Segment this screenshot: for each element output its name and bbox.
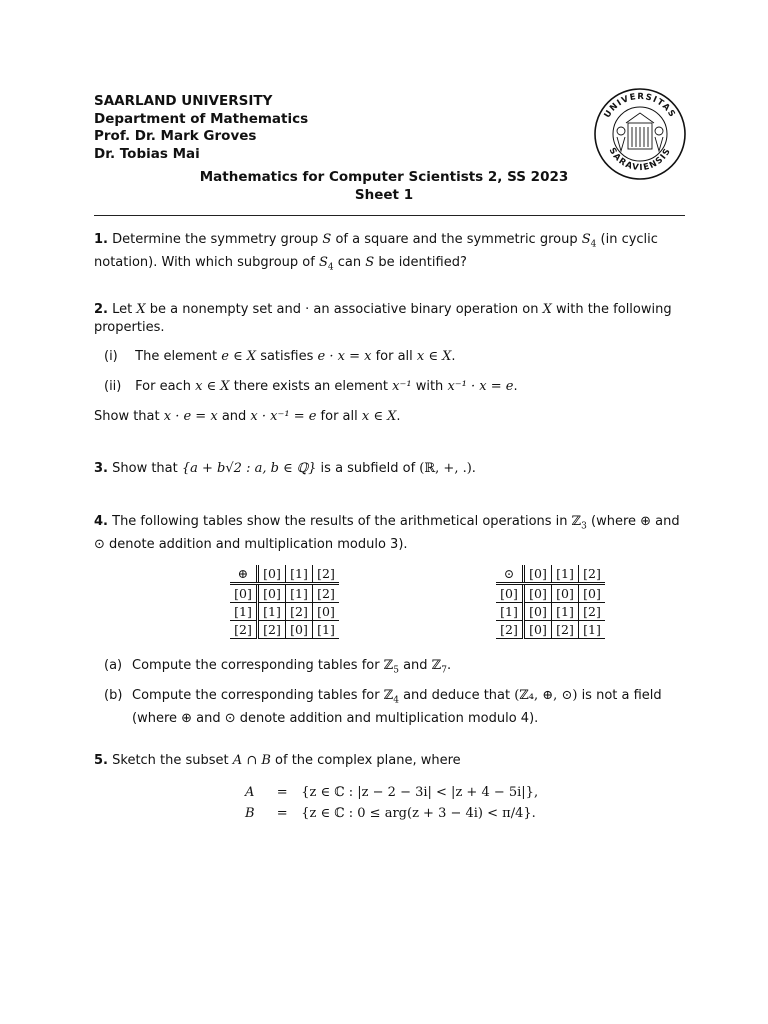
set-a-definition: A = {z ∈ ℂ : |z − 2 − 3i| < |z + 4 − 5i|}, xyxy=(245,785,539,800)
table-row: [2] [0] [2] [1] xyxy=(496,621,605,639)
table-row: [0] [0] [1] [2] xyxy=(230,584,339,603)
addition-table-mod-3: ⊕ [0] [1] [2] [0] [0] [1] [2] [1] [1] [2] [0] [2] [2] [0] [1] xyxy=(230,565,339,639)
header-block xyxy=(94,93,308,163)
department-name: Department of Mathematics xyxy=(94,110,309,127)
sheet-number: Sheet 1 xyxy=(354,187,414,203)
header-divider xyxy=(94,215,685,216)
problem-5: 5. Sketch the subset A ∩ B of the complex plane, where xyxy=(94,753,461,768)
seal-bottom-text: SARAVIENSIS xyxy=(606,146,674,174)
problem-number: 2. xyxy=(94,302,108,317)
multiplication-table-mod-3: ⊙ [0] [1] [2] [0] [0] [0] [0] [1] [0] [1] [2] [2] [0] [2] [1] xyxy=(496,565,605,639)
problem-2-item-i: (i) The element e ∈ X satisfies e · x = x for all x ∈ X. xyxy=(104,349,456,364)
problem-4: 4. The following tables show the results of the arithmetical operations in ℤ$_3$ (where ⊕ and ⊙ denote addition and multiplication modulo 3). xyxy=(94,514,680,553)
table-row: [0] [0] [0] [0] xyxy=(496,584,605,603)
professor-name: Prof. Dr. Mark Groves xyxy=(94,128,257,144)
university-name: SAARLAND UNIVERSITY xyxy=(94,93,273,109)
assistant-name: Dr. Tobias Mai xyxy=(94,145,200,162)
problem-number: 5. xyxy=(94,753,108,768)
table-row: [2] [2] [0] [1] xyxy=(230,621,339,639)
problem-2-item-ii: (ii) For each x ∈ X there exists an element x⁻¹ with x⁻¹ · x = e. xyxy=(104,379,518,394)
problem-1: 1. Determine the symmetry group S of a square and the symmetric group $S_4$ (in cyclic notation). With which subgroup of $S_4$ can S be identified? xyxy=(94,232,658,273)
problem-2-conclusion: Show that x · e = x and x · x⁻¹ = e for all x ∈ X. xyxy=(94,409,401,424)
table-row: [1] [0] [1] [2] xyxy=(496,603,605,621)
problem-4-part-b: (b) Compute the corresponding tables for ℤ$_4$ and deduce that (ℤ₄, ⊕, ⊙) is not a field (where ⊕ and ⊙ denote addition and multiplication modulo 4). xyxy=(104,688,662,726)
problem-3: 3. Show that {a + b√2 : a, b ∈ ℚ} is a subfield of (ℝ, +, .). xyxy=(94,461,476,476)
seal-top-text: UNIVERSITAS xyxy=(602,91,678,120)
svg-text:UNIVERSITAS xyxy=(603,92,678,120)
problem-number: 1. xyxy=(94,232,108,247)
table-row: [1] [1] [2] [0] xyxy=(230,603,339,621)
problem-4-part-a: (a) Compute the corresponding tables for ℤ$_5$ and ℤ$_7$. xyxy=(104,658,452,676)
course-title: Mathematics for Computer Scientists 2, SS 2023 xyxy=(199,169,569,185)
problem-number: 4. xyxy=(94,514,108,529)
problem-number: 3. xyxy=(94,461,108,476)
set-b-definition: B = {z ∈ ℂ : 0 ≤ arg(z + 3 − 4i) < π/4}. xyxy=(245,806,536,821)
university-seal-logo xyxy=(593,87,687,181)
problem-2: 2. Let X be a nonempty set and · an associative binary operation on X with the following properties. xyxy=(94,302,672,335)
